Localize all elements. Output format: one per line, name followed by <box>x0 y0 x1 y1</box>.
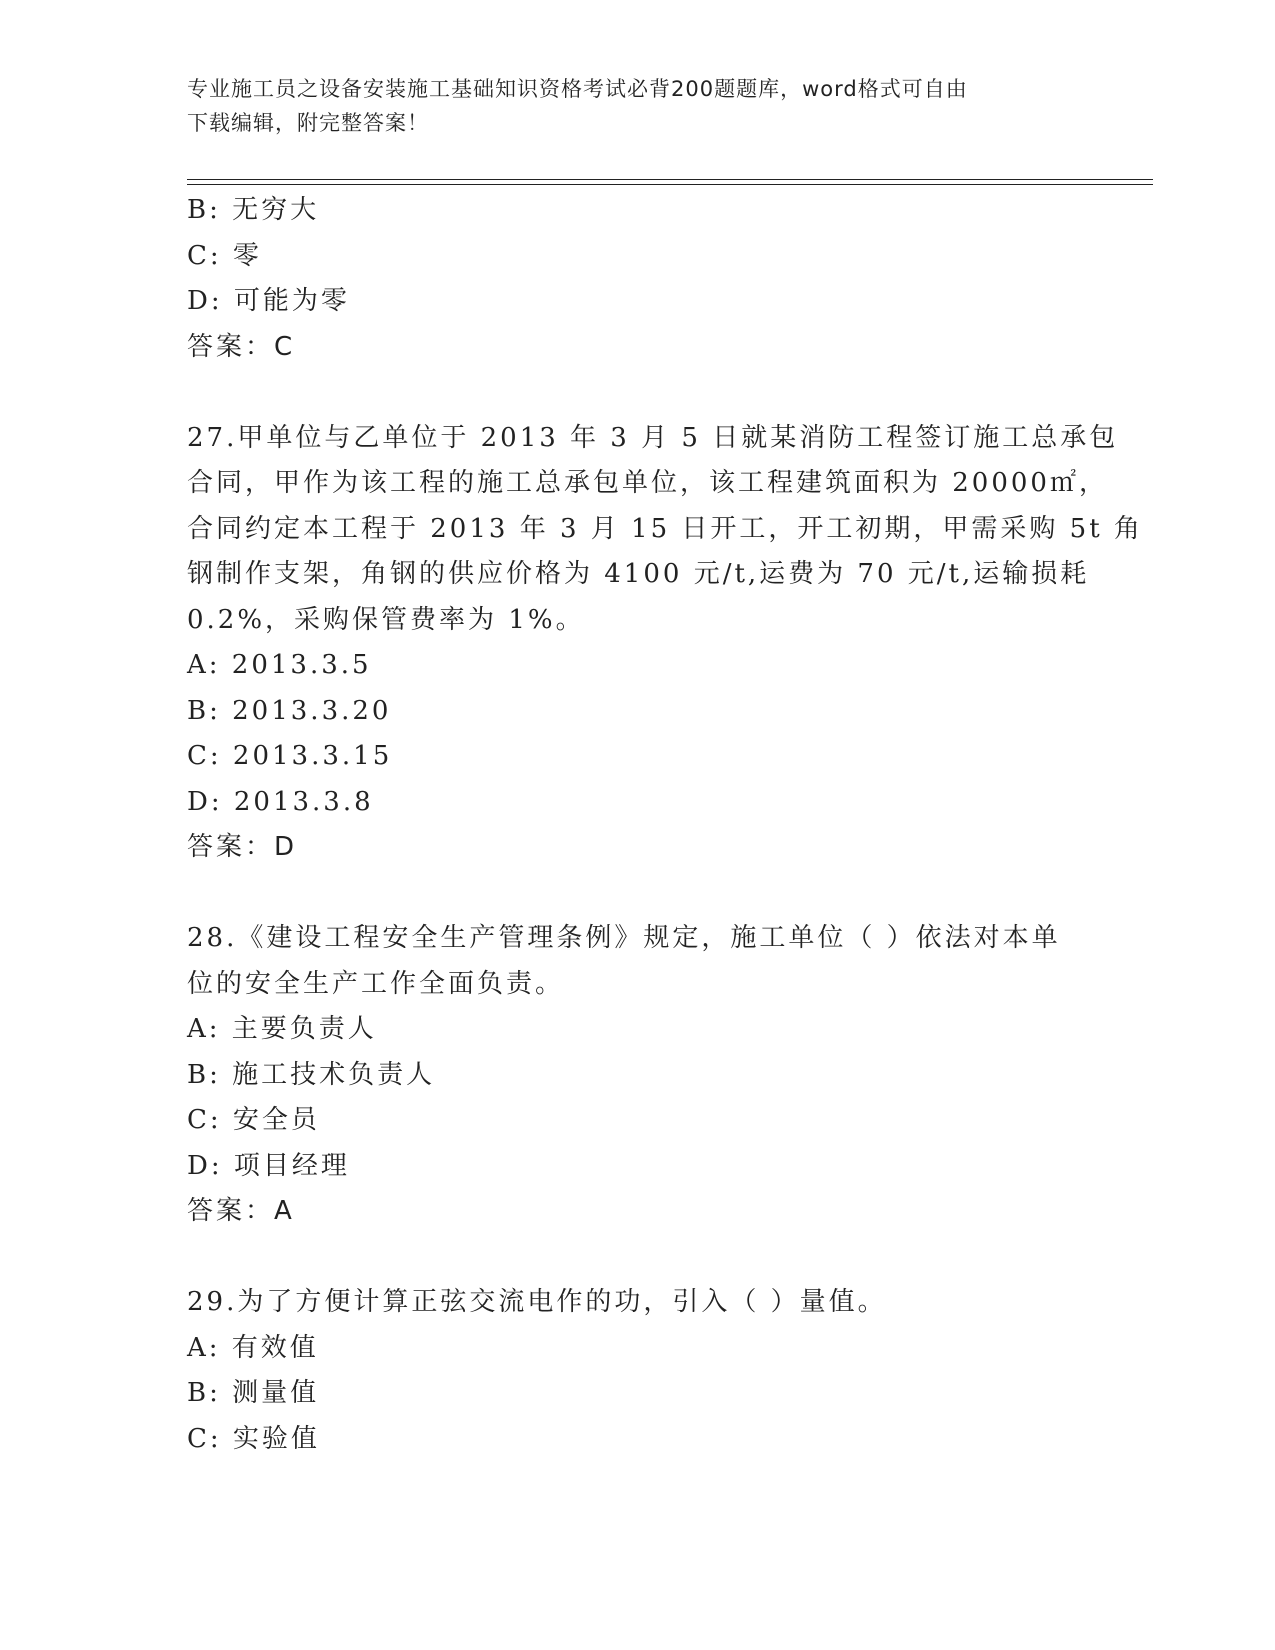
option-d: D: 2013.3.8 <box>187 786 374 817</box>
option-c: C: 2013.3.15 <box>187 741 393 771</box>
option-c: C: 零 <box>187 240 262 271</box>
question-stem <box>187 1280 1087 1326</box>
answer-line: 答案：D <box>187 832 298 862</box>
header-divider-bottom <box>187 184 1153 185</box>
option-d: D: 可能为零 <box>187 286 350 316</box>
question-stem <box>187 416 1143 644</box>
option-c: C: 安全员 <box>187 1105 320 1135</box>
option-b: B: 测量值 <box>187 1378 320 1408</box>
spacer <box>187 871 1087 917</box>
header-line-1: 专业施工员之设备安装施工基础知识资格考试必背200题题库，word格式可自由 <box>187 77 968 101</box>
spacer <box>187 370 1087 416</box>
document-header <box>187 72 1067 140</box>
question-stem <box>187 916 1087 1007</box>
stem-line: 位的安全生产工作全面负责。 <box>187 968 565 999</box>
question-list <box>187 188 1143 1462</box>
stem-line: 27.甲单位与乙单位于 2013 年 3 月 5 日就某消防工程签订施工总承包 <box>187 422 1119 453</box>
question-29 <box>187 1280 1087 1462</box>
answer-line: 答案：C <box>187 331 296 362</box>
option-a: A: 2013.3.5 <box>187 650 372 680</box>
question-27 <box>187 416 1143 871</box>
stem-line: 合同约定本工程于 2013 年 3 月 15 日开工，开工初期，甲需采购 5t 角 <box>187 513 1143 544</box>
option-a: A: 主要负责人 <box>187 1014 377 1044</box>
question-26-tail <box>187 188 1087 370</box>
option-c: C: 实验值 <box>187 1423 320 1454</box>
stem-line: 28.《建设工程安全生产管理条例》规定，施工单位（ ）依法对本单 <box>187 923 1061 953</box>
stem-line: 0.2%，采购保管费率为 1%。 <box>187 604 585 635</box>
option-a: A: 有效值 <box>187 1332 319 1363</box>
stem-line: 29.为了方便计算正弦交流电作的功，引入（ ）量值。 <box>187 1287 887 1317</box>
answer-line: 答案：A <box>187 1196 295 1226</box>
option-d: D: 项目经理 <box>187 1150 350 1181</box>
stem-line: 钢制作支架，角钢的供应价格为 4100 元/t,运费为 70 元/t,运输损耗 <box>187 559 1090 589</box>
option-b: B: 无穷大 <box>187 195 320 225</box>
header-divider-top <box>187 179 1153 180</box>
question-28 <box>187 916 1087 1235</box>
option-b: B: 施工技术负责人 <box>187 1059 436 1090</box>
stem-line: 合同，甲作为该工程的施工总承包单位，该工程建筑面积为 20000㎡， <box>187 468 1108 498</box>
header-line-2: 下载编辑，附完整答案！ <box>187 111 429 135</box>
spacer <box>187 1235 1087 1281</box>
option-b: B: 2013.3.20 <box>187 695 392 726</box>
